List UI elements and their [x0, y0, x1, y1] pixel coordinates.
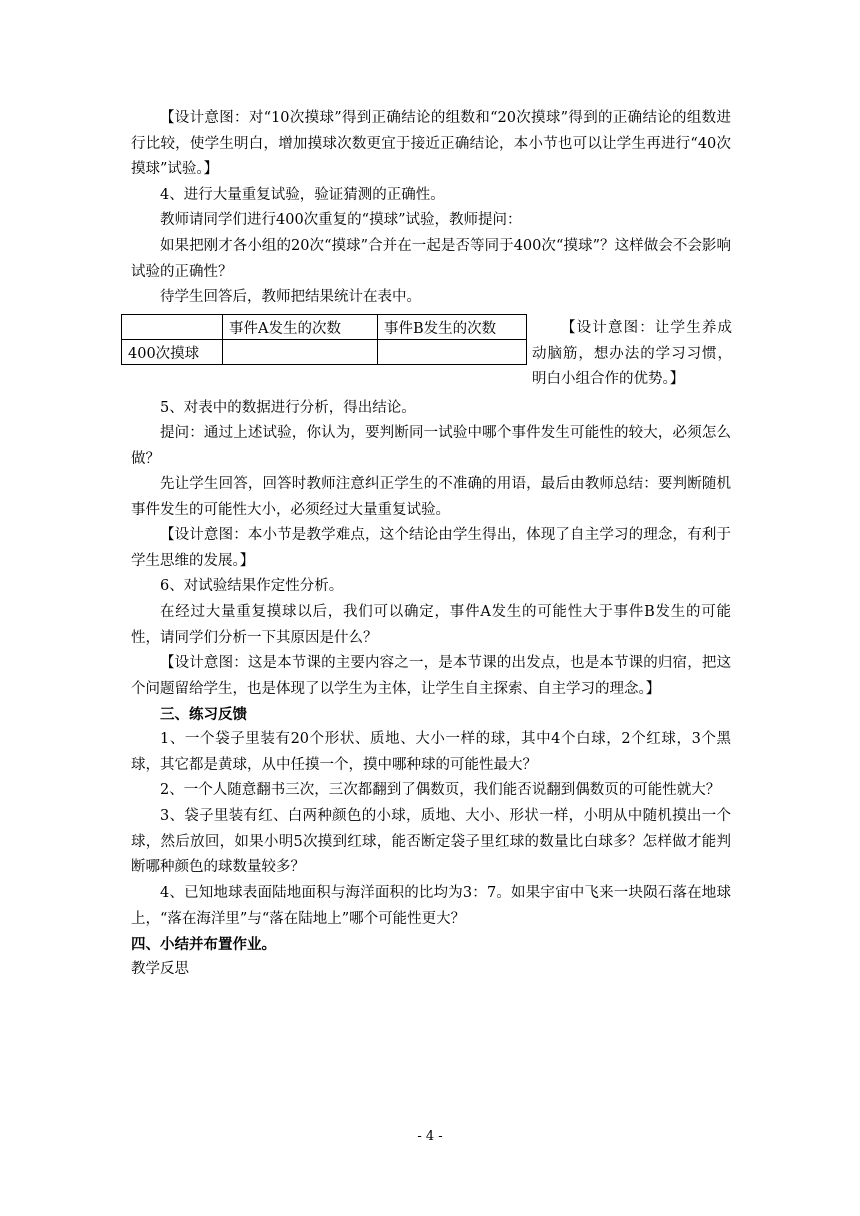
body-paragraph: 如果把刚才各小组的20次“摸球”合并在一起是否等同于400次“摸球”？这样做会不会影响试验的正确性？: [131, 238, 731, 280]
side-design-note: 【设计意图：让学生养成动脑筋，想办法的学习习惯，明白小组合作的优势。】: [532, 320, 732, 387]
design-intent-paragraph: 【设计意图：本小节是教学难点，这个结论由学生得出，体现了自主学习的理念，有利于学生思维的发展。】: [131, 527, 731, 569]
step-heading: 4、进行大量重复试验，验证猜测的正确性。: [160, 187, 445, 203]
reflection-label: 教学反思: [131, 961, 189, 977]
page-number: - 4 -: [417, 1129, 443, 1144]
body-paragraph: 在经过大量重复摸球以后，我们可以确定，事件A发生的可能性大于事件B发生的可能性，请同学们分析一下其原因是什么？: [131, 604, 731, 646]
table-row-label: 400次摸球: [122, 340, 223, 365]
table-header-b: 事件B发生的次数: [378, 315, 527, 340]
table-row: [122, 340, 527, 365]
exercise-item: 3、袋子里装有红、白两种颜色的小球，质地、大小、形状一样，小明从中随机摸出一个球，然后放回，如果小明5次摸到红球，能否断定袋子里红球的数量比白球多？怎样做才能判断哪种颜色的球数量较多？: [131, 808, 731, 875]
exercise-item: 4、已知地球表面陆地面积与海洋面积的比均为3：7。如果宇宙中飞来一块陨石落在地球上，“落在海洋里”与“落在陆地上”哪个可能性更大？: [131, 885, 731, 927]
design-intent-paragraph: 【设计意图：对“10次摸球”得到正确结论的组数和“20次摸球”得到的正确结论的组数进行比较，使学生明白，增加摸球次数更宜于接近正确结论，本小节也可以让学生再进行“40次摸球”试验。】: [131, 110, 731, 177]
exercise-item: 1、一个袋子里装有20个形状、质地、大小一样的球，其中4个白球，2个红球，3个黑球，其它都是黄球，从中任摸一个，摸中哪种球的可能性最大？: [131, 731, 731, 773]
table-header-a: 事件A发生的次数: [223, 315, 378, 340]
table-cell-empty: [122, 315, 223, 340]
results-table: [121, 314, 527, 365]
design-intent-paragraph: 【设计意图：这是本节课的主要内容之一，是本节课的出发点，也是本节课的归宿，把这个问题留给学生，也是体现了以学生为主体，让学生自主探索、自主学习的理念。】: [131, 655, 731, 697]
body-paragraph: 提问：通过上述试验，你认为，要判断同一试验中哪个事件发生可能性的较大，必须怎么做？: [131, 425, 731, 467]
section-heading: 四、小结并布置作业。: [131, 936, 276, 953]
table-cell-b: [378, 340, 527, 365]
step-heading: 5、对表中的数据进行分析，得出结论。: [160, 400, 416, 416]
section-heading: 三、练习反馈: [160, 706, 247, 723]
exercise-item: 2、一个人随意翻书三次，三次都翻到了偶数页，我们能否说翻到偶数页的可能性就大？: [160, 782, 721, 798]
body-paragraph: 教师请同学们进行400次重复的“摸球”试验，教师提问：: [160, 212, 522, 228]
table-row: [122, 315, 527, 340]
table-cell-a: [223, 340, 378, 365]
step-heading: 6、对试验结果作定性分析。: [160, 578, 344, 594]
body-paragraph: 待学生回答后，教师把结果统计在表中。: [160, 289, 421, 305]
body-paragraph: 先让学生回答，回答时教师注意纠正学生的不准确的用语，最后由教师总结：要判断随机事件发生的可能性大小，必须经过大量重复试验。: [131, 476, 731, 518]
